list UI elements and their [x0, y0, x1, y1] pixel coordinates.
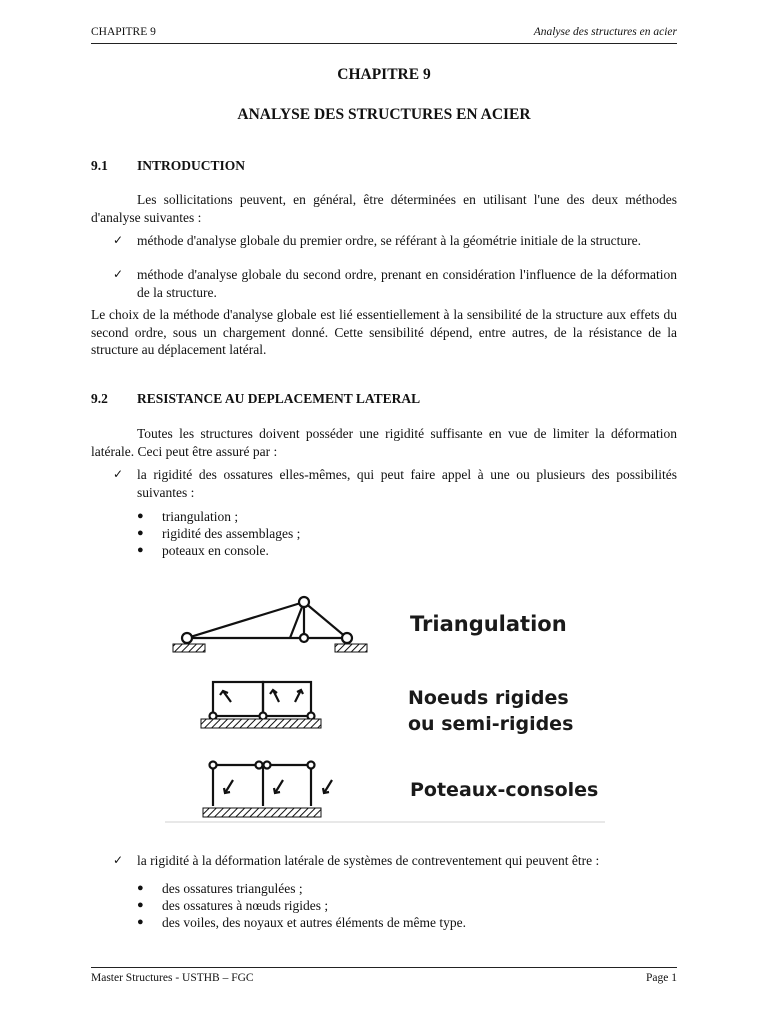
check-item — [113, 266, 677, 301]
support-hatch — [335, 644, 367, 652]
check-item-text: la rigidité des ossatures elles-mêmes, qui peut faire appel à une ou plusieurs des possibilités suivantes : — [137, 467, 677, 500]
list-item-text: des ossatures à nœuds rigides ; — [162, 898, 329, 913]
list-item-text: des voiles, des noyaux et autres éléments de même type. — [162, 915, 467, 930]
intro-paragraph: Toutes les structures doivent posséder une rigidité suffisante en vue de limiter la déformation latérale. Ceci peut être assuré par : — [91, 426, 677, 459]
section-heading-9-2 — [91, 391, 420, 407]
bullet-dot-icon: ● — [137, 544, 144, 556]
check-mark-icon: ✓ — [113, 467, 124, 481]
list-item — [137, 914, 466, 932]
bullet-dot-icon: ● — [137, 510, 144, 522]
bullet-dot-icon: ● — [137, 916, 144, 928]
footer-rule — [91, 967, 677, 968]
body-paragraph: Le choix de la méthode d'analyse globale est lié essentiellement à la sensibilité de la structure aux effets du second ordre, sous un chargement donné. Cette sensibilité dépend, entre autres, de la résistance de la structure au déplacement latéral. — [91, 307, 677, 357]
bullet-dot-icon: ● — [137, 899, 144, 911]
header-rule — [91, 43, 677, 44]
label-noeuds-rigides: Noeuds rigides — [408, 687, 569, 709]
section-heading-9-1 — [91, 158, 245, 174]
section-title: RESISTANCE AU DEPLACEMENT LATERAL — [137, 391, 421, 406]
list-item-text: triangulation ; — [162, 509, 239, 524]
triangulation-diagram — [182, 597, 352, 643]
check-item-text: méthode d'analyse globale du second ordre, prenant en considération l'influence de la déformation de la structure. — [137, 267, 677, 300]
page-header — [91, 26, 677, 42]
bullet-dot-icon: ● — [137, 527, 144, 539]
chapter-number: CHAPITRE 9 — [337, 66, 431, 83]
list-item-text: des ossatures triangulées ; — [162, 881, 303, 896]
label-triangulation: Triangulation — [410, 612, 567, 636]
list-item — [137, 897, 328, 915]
section-title: INTRODUCTION — [137, 158, 246, 173]
check-item — [113, 852, 677, 870]
check-item-text: la rigidité à la déformation latérale de systèmes de contreventement qui peuvent être : — [137, 853, 600, 868]
bullet-dot-icon: ● — [137, 882, 144, 894]
ground-hatch — [201, 719, 321, 728]
section-number: 9.2 — [91, 391, 108, 406]
check-mark-icon: ✓ — [113, 853, 124, 867]
rigid-frame-diagram — [210, 682, 315, 720]
structural-systems-figure — [165, 590, 610, 825]
chapter-title: ANALYSE DES STRUCTURES EN ACIER — [237, 106, 531, 123]
footer-program: Master Structures - USTHB – FGC — [91, 972, 254, 984]
check-item — [113, 232, 677, 250]
list-item — [137, 525, 300, 543]
section-number: 9.1 — [91, 158, 108, 173]
label-poteaux-consoles: Poteaux-consoles — [410, 779, 599, 801]
list-item — [137, 508, 238, 526]
figure-drawing — [165, 590, 610, 825]
support-hatch — [173, 644, 205, 652]
cantilever-column-diagram — [210, 762, 333, 807]
header-chapter: CHAPITRE 9 — [91, 26, 156, 38]
label-semi-rigides: ou semi-rigides — [408, 713, 574, 735]
check-item-text: méthode d'analyse globale du premier ordre, se référant à la géométrie initiale de la structure. — [137, 233, 641, 248]
header-title: Analyse des structures en acier — [533, 26, 677, 38]
list-item — [137, 542, 269, 560]
list-item — [137, 880, 303, 898]
check-item — [113, 466, 677, 501]
list-item-text: rigidité des assemblages ; — [162, 526, 301, 541]
page-number: Page 1 — [646, 972, 677, 984]
check-mark-icon: ✓ — [113, 233, 124, 247]
intro-paragraph: Les sollicitations peuvent, en général, être déterminées en utilisant l'une des deux méthodes d'analyse suivantes : — [91, 192, 677, 225]
list-item-text: poteaux en console. — [162, 543, 269, 558]
ground-hatch — [203, 808, 321, 817]
check-mark-icon: ✓ — [113, 267, 124, 281]
page-footer — [91, 972, 677, 988]
